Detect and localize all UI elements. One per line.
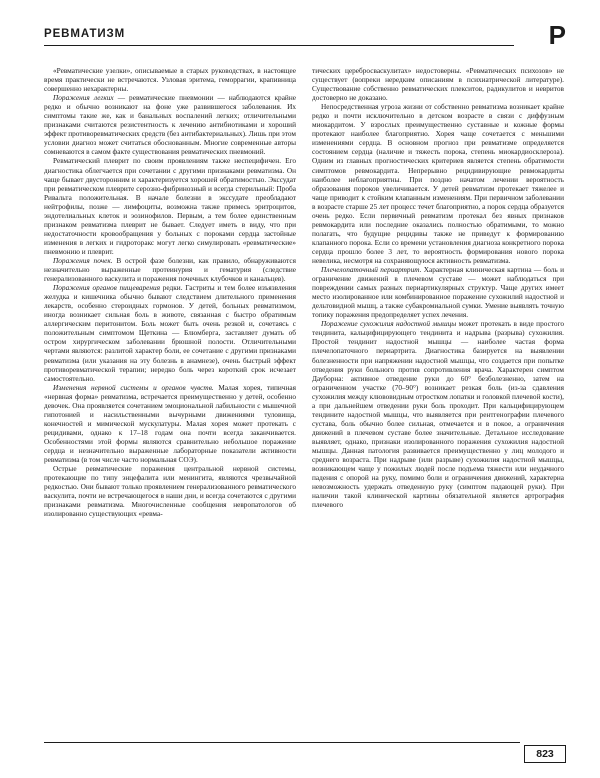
paragraph-lead: Поражения почек. <box>53 255 113 265</box>
paragraph: Непосредственная угроза жизни от собственно ревматизма возникает крайне редко и почти исключительно в детском возрасте в связи с диффузным миокардитом. У взрослых преимущественно суставные и кожные формы протекают наиболее благоприятно. Хорея чаще сочетается с меньшими изменениями сердца. В основном прогноз при ревматизме определяется состоянием сердца (наличие и тяжесть порока, степень миокардиосклероза). Одним из главных прогностических критериев является степень обратимости симптомов ревмокардита. Непрерывно рецидивирующие ревмокардиты наиболее неблагоприятны. При поздно начатом лечении вероятность образования пороков увеличивается. У детей ревматизм протекает тяжелее и чаще приводит к стойким клапанным изменениям. При первичном заболевании в возрасте старше 25 лет процесс течет благоприятно, а порок сердца образуется очень редко. Если первичный ревматизм протекал без явных признаков ревмокардита или последние оказались полностью обратимыми, то можно полагать, что будущие рецидивы также не приведут к формированию клапанного порока. Если со времени установления диагноза конкретного порока сердца прошло более 3 лет, то вероятность формирования нового порока невелика, несмотря на сохраняющуюся активность ревматизма. <box>312 102 564 265</box>
paragraph-lead: Поражения легких <box>53 93 114 103</box>
paragraph: Ревматический плеврит по своим проявлениям также неспецифичен. Его диагностика облегчается при сочетании с другими признаками ревматизма. Он чаще бывает двусторонним и характеризуется хорошей обратимостью. Экссудат при ревматическом плеврите серозно-фибринозный и всегда стерильный: Проба Ривальта положительная. В начале болезни в экссудате преобладают нейтрофилы, позже — лимфоциты, возможна также примесь эритроцитов, эндотелиальных клеток и эозинофилов. Первым, а тем более единственным признаком ревматизма плеврит не бывает. Следует иметь в виду, что при недостаточности кровообращения у больных с пороками сердца застойные изменения в легких и гидроторакс могут легко симулировать «ревматические» пневмонию и плеврит. <box>44 156 296 256</box>
paragraph: «Ревматические узелки», описываемые в старых руководствах, в настоящее время практически не встречаются. Узловая эритема, геморрагии, крапивница совершенно нехарактерны. <box>44 66 296 94</box>
paragraph: Поражения почек. В острой фазе болезни, как правило, обнаруживаются незначительно выраженные протеинурия и гематурия (следствие генерализованного васкулита и поражения почечных клубочков и канальцев). <box>44 255 296 284</box>
paragraph: Изменения нервной системы и органов чувств. Малая хорея, типичная «нервная форма» ревматизма, встречается преимущественно у детей, особенно девочек. Она проявляется сочетанием эмоциональной лабильности с мышечной гипотонией и насильственными вычурными движениями туловища, конечностей и мимической мускулатуры. Малая хорея может протекать с рецидивами, однако к 17–18 годам она почти всегда заканчивается. Особенностями этой формы являются сравнительно небольшое поражение сердца и незначительно выраженные лабораторные показатели активности ревматизма (в том числе часто нормальная СОЭ). <box>44 382 296 465</box>
header-rule <box>44 45 514 46</box>
paragraph: Поражение сухожилия надостной мышцы может протекать в виде простого тендинита, кальцифицирующего тендинита и надрыва (разрыва) сухожилия. Простой тендинит надостной мышцы — наиболее частая форма плечелопаточного периартрита. Диагностика базируется на выявлении болезненности при напряжении надостной мышцы, что создается при попытке отведения руки больного против сопротивления врача. Характерен симптом Дауборна: активное отведение руки до 60° безболезненно, затем на ограниченном участке (70–90°) возникает резкая боль (из-за сдавления сухожилия между клювовидным отростком лопатки и головкой плечевой кости), а при дальнейшем отведении руки боль проходит. При кальцифицирующем тендините надостной мышцы, что выявляется при рентгенографии плечевого сустава, боль обычно более сильная, отмечается и в покое, а ограничения движений в плечевом суставе более значительные. Детальное исследование выявляет, однако, признаки изолированного поражения сухожилия надостной мышцы. Данная патология развивается преимущественно у лиц молодого и среднего возраста. При надрыве (или разрыве) сухожилия надостной мышцы, возникающем чаще у пожилых людей после подъема тяжести или неудачного падения с опорой на руку, помимо боли и ограничения движений, характерна невозможность удержать отведенную руку (симптом падающей руки). При наличии такой клинической картины обязательной является артрография плечевого <box>312 319 564 510</box>
footer-rule <box>44 742 520 743</box>
section-letter: Р <box>548 20 566 50</box>
section-title: РЕВМАТИЗМ <box>44 28 126 40</box>
paragraph: Поражения легких — ревматические пневмонии — наблюдаются крайне редко и обычно возникают на фоне уже развившегося заболевания. Их симптомы такие же, как и банальных воспалений легких; отличительными признаками считаются резистентность к лечению антибиотиками и хороший эффект противоревматических средств (без антибактериальных). Лишь при этом условии диагноз может считаться обоснованным. Многие современные авторы сомневаются в самом факте существования ревматических пневмоний. <box>44 93 296 157</box>
paragraph: Поражения органов пищеварения редки. Гастриты и тем более изъязвления желудка и кишечника обычно бывают следствием длительного применения лекарств, особенно стероидных гормонов. У детей, больных ревматизмом, иногда возникает сильная боль в животе, связанная с быстро обратимым аллергическим перитонитом. Боль может быть очень резкой и, сочетаясь с положительным симптомом Щеткина — Блюмберга, заставляет думать об остром хирургическом заболевании брюшной полости. Отличительными чертами являются: разлитой характер боли, ее сочетание с другими признаками ревматизма (или указания на эту болезнь в анамнезе), очень быстрый эффект противоревматической терапии; нередко боль через короткий срок исчезает самостоятельно. <box>44 283 296 383</box>
right-column <box>312 66 564 732</box>
paragraph-lead: Поражение сухожилия надостной мышцы <box>321 319 457 329</box>
paragraph: Плечелопаточный периартрит. Характерная клиническая картина — боль и ограничение движений в плечевом суставе — может наблюдаться при повреждении самых разных периартикулярных структур. Чаще других имеет место изолированное или комбинированное поражение сухожилий надостной и дельтовидной мышц, а также субакромиальной сумки. Умение выявлять точную топику поражения предопределяет успех лечения. <box>312 265 564 320</box>
paragraph-lead: Поражения органов пищеварения <box>53 283 161 293</box>
running-header <box>44 20 566 60</box>
paragraph-lead: Плечелопаточный периартрит. <box>321 265 422 275</box>
paragraph: Острые ревматические поражения центральной нервной системы, протекающие по типу энцефалита или менингита, являются чрезвычайной редкостью. Они бывают только проявлением генерализованного ревматического васкулита, почти не встречающегося в наши дни, и всегда сочетаются с другими признаками ревматизма. Многочисленные сообщения невропатологов об изолированно существующих «ревма- <box>44 464 296 519</box>
left-column <box>44 66 296 732</box>
paragraph: тических церебросваскулитах» недостоверны. «Ревматических психозов» не существует (вопреки нередким описаниям в психиатрической литературе). Существование собственно ревматических плекситов, радикулитов и невритов достоверно не доказано. <box>312 66 564 103</box>
paragraph-lead: Изменения нервной системы и органов чувств. <box>53 382 214 392</box>
page-number: 823 <box>524 745 566 763</box>
